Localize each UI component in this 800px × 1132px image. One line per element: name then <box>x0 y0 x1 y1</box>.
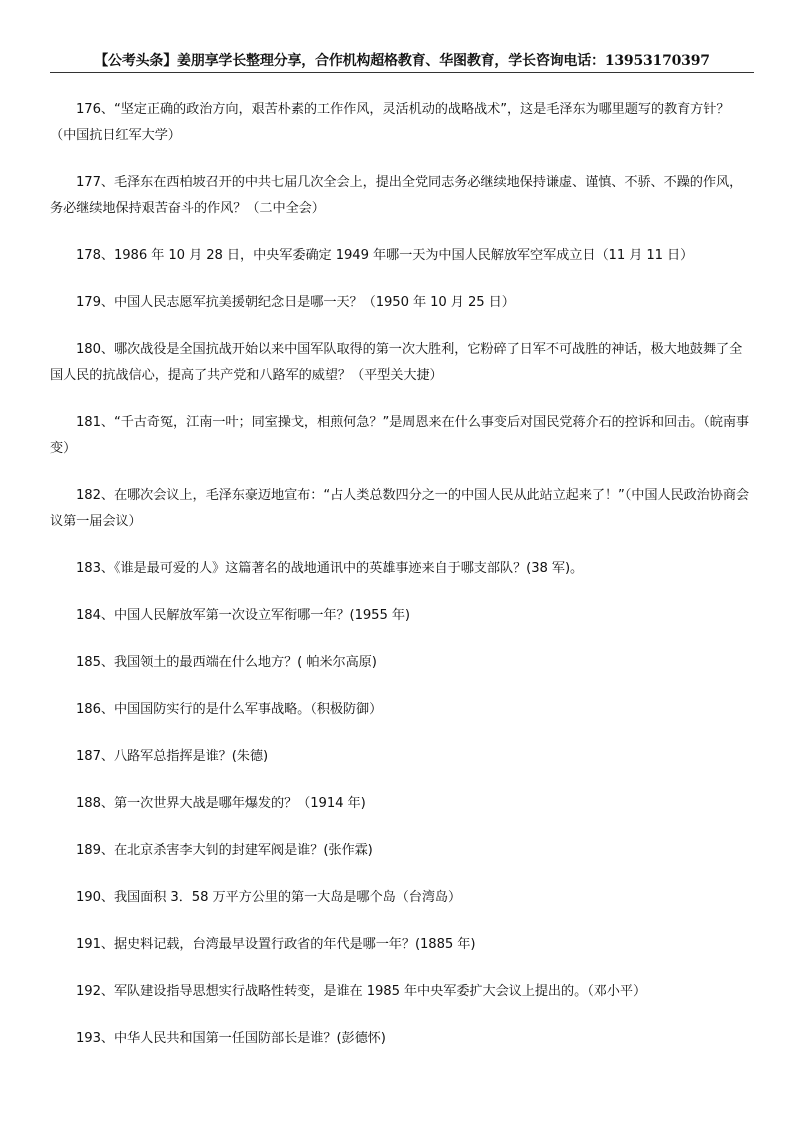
question-179: 179、中国人民志愿军抗美援朝纪念日是哪一天？（1950 年 10 月 25 日） <box>76 295 515 310</box>
question-177: 177、毛泽东在西柏坡召开的中共七届几次全会上，提出全党同志务必继续地保持谦虚、谨慎、不骄、不躁的作风，务必继续地保持艰苦奋斗的作风？（二中全会） <box>50 175 743 216</box>
question-192: 192、军队建设指导思想实行战略性转变，是谁在 1985 年中央军委扩大会议上提出的。（邓小平） <box>76 984 647 999</box>
question-178: 178、1986 年 10 月 28 日，中央军委确定 1949 年哪一天为中国人民解放军空军成立日（11 月 11 日） <box>76 248 694 263</box>
question-187: 187、八路军总指挥是谁？(朱德) <box>76 749 269 764</box>
question-188: 188、第一次世界大战是哪年爆发的？（1914 年) <box>76 796 366 811</box>
question-191: 191、据史料记载，台湾最早设置行政省的年代是哪一年？(1885 年) <box>76 937 476 952</box>
question-184: 184、中国人民解放军第一次设立军衔哪一年？(1955 年) <box>76 608 410 623</box>
question-183: 183、《谁是最可爱的人》这篇著名的战地通讯中的英雄事迹来自于哪支部队？(38 军)。 <box>76 561 584 576</box>
question-185: 185、我国领土的最西端在什么地方？( 帕米尔高原) <box>76 655 377 670</box>
question-list <box>50 97 754 1052</box>
header-text: 【公考头条】姜朋享学长整理分享，合作机构超格教育、华图教育，学长咨询电话：13953170397 <box>94 53 710 69</box>
question-193: 193、中华人民共和国第一任国防部长是谁？(彭德怀) <box>76 1031 386 1046</box>
question-189: 189、在北京杀害李大钊的封建军阀是谁？(张作霖) <box>76 843 373 858</box>
question-176: 176、“坚定正确的政治方向，艰苦朴素的工作作风，灵活机动的战略战术”，这是毛泽东为哪里题写的教育方针？（中国抗日红军大学） <box>50 102 730 143</box>
question-190: 190、我国面积 3．58 万平方公里的第一大岛是哪个岛（台湾岛） <box>76 890 462 905</box>
question-181: 181、“千古奇冤，江南一叶；同室操戈，相煎何急？”是周恩来在什么事变后对国民党蒋介石的控诉和回击。（皖南事变） <box>50 415 750 456</box>
question-186: 186、中国国防实行的是什么军事战略。（积极防御） <box>76 702 383 717</box>
page-header <box>50 50 754 73</box>
question-182: 182、在哪次会议上，毛泽东豪迈地宣布：“占人类总数四分之一的中国人民从此站立起来了！”（中国人民政治协商会议第一届会议） <box>50 488 750 529</box>
question-180: 180、哪次战役是全国抗战开始以来中国军队取得的第一次大胜利，它粉碎了日军不可战胜的神话，极大地鼓舞了全国人民的抗战信心，提高了共产党和八路军的威望？（平型关大捷） <box>50 342 743 383</box>
